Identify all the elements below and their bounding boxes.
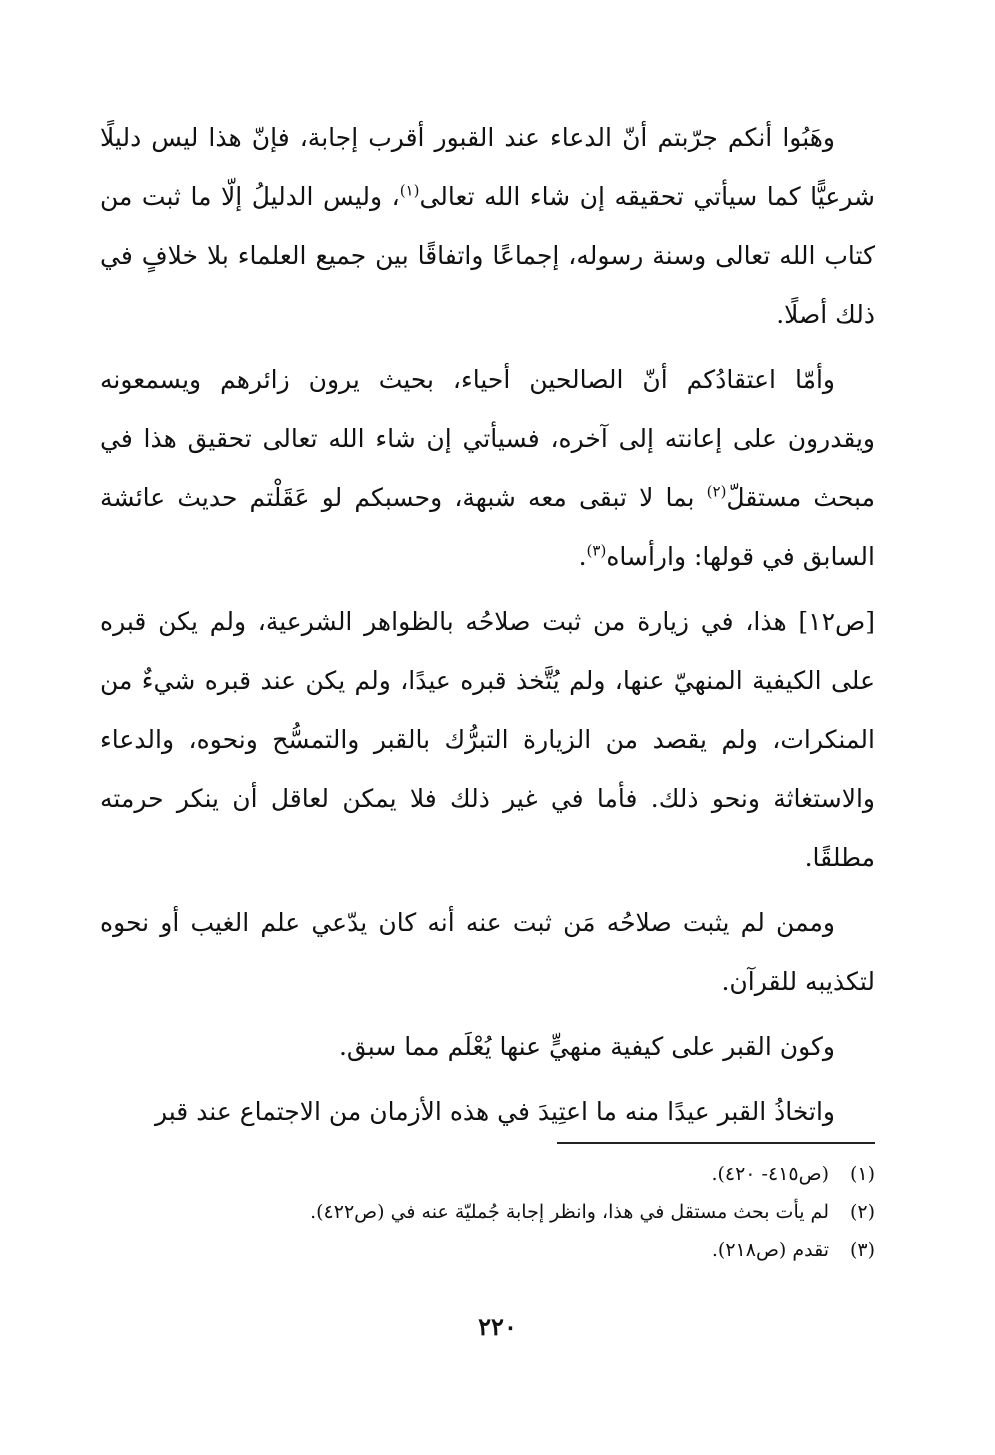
- footnote-2: [175, 1193, 875, 1231]
- footnote-text: (ص٤١٥- ٤٢٠).: [711, 1163, 829, 1185]
- footnote-1: [175, 1155, 875, 1193]
- footnote-number: (٢): [849, 1201, 875, 1223]
- paragraph-2-text-b: بما لا تبقى معه شبهة، وحسبكم لو عَقَلْتم حديث عائشة السابق في قولها: وارأساه: [100, 483, 875, 571]
- footnote-divider: [557, 1142, 875, 1144]
- paragraph-4-text: وممن لم يثبت صلاحُه مَن ثبت عنه أنه كان يدّعي علم الغيب أو نحوه لتكذيبه للقرآن.: [100, 908, 875, 996]
- paragraph-2-text-a: وأمّا اعتقادُكم أنّ الصالحين أحياء، بحيث يرون زائرهم ويسمعونه ويقدرون على إعانته إلى آخره، فسيأتي إن شاء الله تعالى تحقيق هذا في مبحث مستقلّ: [100, 365, 875, 512]
- paragraph-6: [100, 1082, 875, 1141]
- paragraph-6-text: واتخاذُ القبر عيدًا منه ما اعتِيدَ في هذه الأزمان من الاجتماع عند قبر: [154, 1097, 835, 1126]
- footnotes: [175, 1155, 875, 1269]
- paragraph-1: [100, 108, 875, 344]
- paragraph-4: [100, 893, 875, 1011]
- main-text: [100, 108, 875, 1147]
- footnote-text: لم يأت بحث مستقل في هذا، وانظر إجابة جُمليّة عنه في (ص٤٢٢).: [310, 1201, 829, 1223]
- footnote-ref-1: (١): [399, 181, 420, 200]
- footnote-ref-2: (٢): [706, 482, 727, 501]
- paragraph-3: [100, 592, 875, 887]
- paragraph-2-text-c: .: [578, 542, 587, 571]
- paragraph-1-text-a: وهَبُوا أنكم جرّبتم أنّ الدعاء عند القبور أقرب إجابة، فإنّ هذا ليس دليلًا شرعيًّا كما سيأتي تحقيقه إن شاء الله تعالى: [100, 123, 875, 211]
- footnote-3: [175, 1231, 875, 1269]
- footnote-number: (١): [849, 1163, 875, 1185]
- footnote-ref-3: (٣): [586, 541, 607, 560]
- footnote-number: (٣): [849, 1239, 875, 1261]
- footnote-text: تقدم (ص٢١٨).: [711, 1239, 829, 1261]
- paragraph-5: [100, 1017, 875, 1076]
- paragraph-1-text-b: ، وليس الدليلُ إلّا ما ثبت من كتاب الله تعالى وسنة رسوله، إجماعًا واتفاقًا بين جميع العلماء بلا خلافٍ في ذلك أصلًا.: [100, 182, 875, 329]
- page-number: ٢٢٠: [478, 1312, 517, 1341]
- paragraph-2: [100, 350, 875, 586]
- paragraph-3-text: [ص١٢] هذا، في زيارة من ثبت صلاحُه بالظواهر الشرعية، ولم يكن قبره على الكيفية المنهيّ عنها، ولم يُتَّخذ قبره عيدًا، ولم يكن عند قبره شيءٌ من المنكرات، ولم يقصد من الزيارة التبرُّك بالقبر والتمسُّح ونحوه، والدعاء والاستغاثة ونحو ذلك. فأما في غير ذلك فلا يمكن لعاقل أن ينكر حرمته مطلقًا.: [100, 607, 875, 872]
- paragraph-5-text: وكون القبر على كيفية منهيٍّ عنها يُعْلَم مما سبق.: [338, 1032, 835, 1061]
